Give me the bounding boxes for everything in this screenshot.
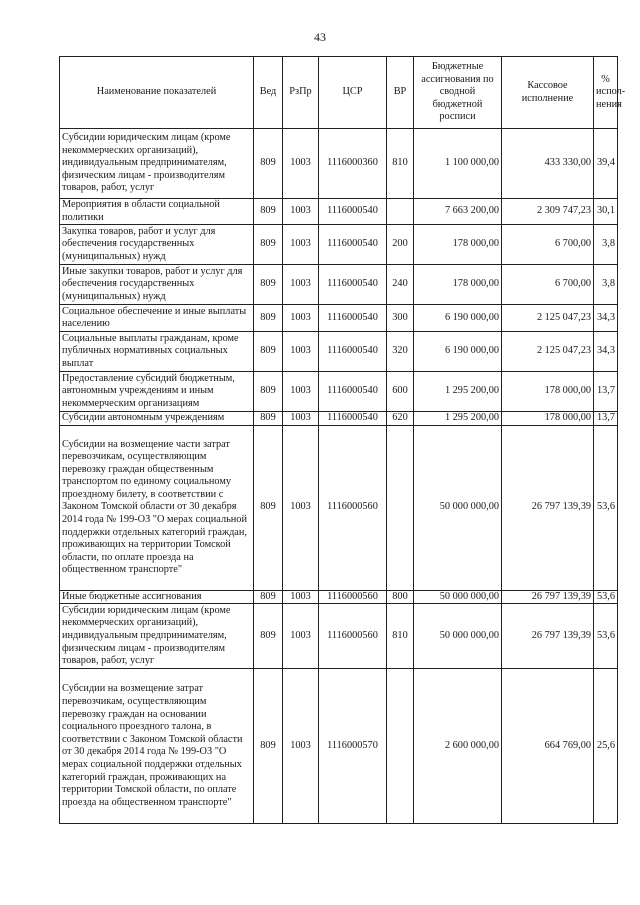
cell-csr: 1116000560 bbox=[319, 425, 387, 590]
cell-vr: 240 bbox=[387, 265, 414, 305]
table-row bbox=[60, 669, 618, 824]
cell-percent: 30,1 bbox=[594, 199, 618, 225]
cell-name: Закупка товаров, работ и услуг для обеспечения государственных (муниципальных) нужд bbox=[60, 225, 254, 265]
cell-name: Субсидии на возмещение затрат перевозчикам, осуществляющим перевозку граждан на основании социального проездного талона, в соответствии с Законом Томской области от 30 декабря 2014 года № 199-ОЗ "О мерах социальной поддержки отдельных категорий граждан, проживающих на территории Томской области, по оплате проезда на общественном транспорте" bbox=[60, 669, 254, 824]
table-row bbox=[60, 372, 618, 412]
table-row bbox=[60, 129, 618, 199]
cell-rzpr: 1003 bbox=[283, 332, 319, 372]
cell-percent: 3,8 bbox=[594, 265, 618, 305]
cell-percent: 13,7 bbox=[594, 372, 618, 412]
cell-rzpr: 1003 bbox=[283, 305, 319, 332]
cell-vr bbox=[387, 425, 414, 590]
cell-ved: 809 bbox=[254, 412, 283, 426]
header-vr: ВР bbox=[387, 57, 414, 129]
cell-name: Предоставление субсидий бюджетным, автономным учреждениям и иным некоммерческим организациям bbox=[60, 372, 254, 412]
table-row bbox=[60, 412, 618, 426]
cell-vr: 320 bbox=[387, 332, 414, 372]
cell-vr bbox=[387, 199, 414, 225]
cell-vr: 200 bbox=[387, 225, 414, 265]
cell-percent: 25,6 bbox=[594, 669, 618, 824]
cell-csr: 1116000540 bbox=[319, 265, 387, 305]
cell-assigned: 6 190 000,00 bbox=[414, 332, 502, 372]
cell-name: Социальное обеспечение и иные выплаты населению bbox=[60, 305, 254, 332]
cell-cash: 2 309 747,23 bbox=[502, 199, 594, 225]
cell-assigned: 6 190 000,00 bbox=[414, 305, 502, 332]
cell-rzpr: 1003 bbox=[283, 604, 319, 669]
table-row bbox=[60, 265, 618, 305]
header-csr: ЦСР bbox=[319, 57, 387, 129]
cell-percent: 34,3 bbox=[594, 332, 618, 372]
cell-rzpr: 1003 bbox=[283, 669, 319, 824]
cell-assigned: 178 000,00 bbox=[414, 225, 502, 265]
cell-ved: 809 bbox=[254, 372, 283, 412]
cell-vr: 600 bbox=[387, 372, 414, 412]
cell-csr: 1116000540 bbox=[319, 225, 387, 265]
cell-ved: 809 bbox=[254, 604, 283, 669]
cell-csr: 1116000540 bbox=[319, 305, 387, 332]
cell-csr: 1116000540 bbox=[319, 332, 387, 372]
table-row bbox=[60, 590, 618, 604]
cell-percent: 53,6 bbox=[594, 425, 618, 590]
header-ved: Вед bbox=[254, 57, 283, 129]
cell-name: Мероприятия в области социальной политики bbox=[60, 199, 254, 225]
cell-cash: 664 769,00 bbox=[502, 669, 594, 824]
cell-ved: 809 bbox=[254, 225, 283, 265]
cell-csr: 1116000560 bbox=[319, 590, 387, 604]
cell-cash: 2 125 047,23 bbox=[502, 332, 594, 372]
header-percent: % испол-нения bbox=[594, 57, 618, 129]
cell-rzpr: 1003 bbox=[283, 199, 319, 225]
cell-csr: 1116000540 bbox=[319, 199, 387, 225]
header-name: Наименование показателей bbox=[60, 57, 254, 129]
cell-ved: 809 bbox=[254, 265, 283, 305]
cell-assigned: 50 000 000,00 bbox=[414, 604, 502, 669]
cell-ved: 809 bbox=[254, 425, 283, 590]
table-header-row bbox=[60, 57, 618, 129]
table-row bbox=[60, 604, 618, 669]
cell-cash: 2 125 047,23 bbox=[502, 305, 594, 332]
cell-rzpr: 1003 bbox=[283, 412, 319, 426]
cell-ved: 809 bbox=[254, 305, 283, 332]
page-number: 43 bbox=[314, 30, 326, 44]
cell-vr bbox=[387, 669, 414, 824]
cell-assigned: 7 663 200,00 bbox=[414, 199, 502, 225]
header-assigned: Бюджетные ассигнования по сводной бюджетной росписи bbox=[414, 57, 502, 129]
cell-cash: 26 797 139,39 bbox=[502, 590, 594, 604]
table-body bbox=[60, 129, 618, 824]
cell-vr: 800 bbox=[387, 590, 414, 604]
cell-name: Субсидии на возмещение части затрат перевозчикам, осуществляющим перевозку граждан общественным транспортом по единому социальному проездному билету, в соответствии с Законом Томской области от 30 декабря 2014 года № 199-ОЗ "О мерах социальной поддержки отдельных категорий граждан, проживающих на территории Томской области, по оплате проезда на общественном транспорте" bbox=[60, 425, 254, 590]
cell-assigned: 1 100 000,00 bbox=[414, 129, 502, 199]
cell-percent: 34,3 bbox=[594, 305, 618, 332]
table-row bbox=[60, 332, 618, 372]
cell-percent: 53,6 bbox=[594, 590, 618, 604]
cell-rzpr: 1003 bbox=[283, 372, 319, 412]
cell-csr: 1116000360 bbox=[319, 129, 387, 199]
header-rzpr: РзПр bbox=[283, 57, 319, 129]
cell-csr: 1116000540 bbox=[319, 412, 387, 426]
cell-name: Иные закупки товаров, работ и услуг для обеспечения государственных (муниципальных) нужд bbox=[60, 265, 254, 305]
cell-vr: 810 bbox=[387, 129, 414, 199]
cell-vr: 620 bbox=[387, 412, 414, 426]
cell-name: Субсидии юридическим лицам (кроме некоммерческих организаций), индивидуальным предпринимателям, физическим лицам - производителям товаров, работ, услуг bbox=[60, 129, 254, 199]
cell-rzpr: 1003 bbox=[283, 129, 319, 199]
budget-execution-table bbox=[59, 56, 626, 824]
cell-cash: 178 000,00 bbox=[502, 372, 594, 412]
cell-rzpr: 1003 bbox=[283, 590, 319, 604]
cell-rzpr: 1003 bbox=[283, 425, 319, 590]
cell-assigned: 178 000,00 bbox=[414, 265, 502, 305]
cell-cash: 26 797 139,39 bbox=[502, 425, 594, 590]
cell-ved: 809 bbox=[254, 332, 283, 372]
cell-ved: 809 bbox=[254, 590, 283, 604]
cell-rzpr: 1003 bbox=[283, 225, 319, 265]
cell-name: Иные бюджетные ассигнования bbox=[60, 590, 254, 604]
cell-assigned: 2 600 000,00 bbox=[414, 669, 502, 824]
cell-vr: 810 bbox=[387, 604, 414, 669]
cell-assigned: 50 000 000,00 bbox=[414, 425, 502, 590]
table-row bbox=[60, 225, 618, 265]
cell-assigned: 1 295 200,00 bbox=[414, 412, 502, 426]
cell-percent: 39,4 bbox=[594, 129, 618, 199]
cell-percent: 53,6 bbox=[594, 604, 618, 669]
cell-assigned: 1 295 200,00 bbox=[414, 372, 502, 412]
cell-cash: 178 000,00 bbox=[502, 412, 594, 426]
cell-percent: 3,8 bbox=[594, 225, 618, 265]
cell-ved: 809 bbox=[254, 129, 283, 199]
cell-csr: 1116000570 bbox=[319, 669, 387, 824]
cell-name: Субсидии юридическим лицам (кроме некоммерческих организаций), индивидуальным предпринимателям, физическим лицам - производителям товаров, работ, услуг bbox=[60, 604, 254, 669]
cell-csr: 1116000540 bbox=[319, 372, 387, 412]
table-row bbox=[60, 425, 618, 590]
cell-assigned: 50 000 000,00 bbox=[414, 590, 502, 604]
cell-rzpr: 1003 bbox=[283, 265, 319, 305]
cell-percent: 13,7 bbox=[594, 412, 618, 426]
cell-cash: 6 700,00 bbox=[502, 265, 594, 305]
cell-cash: 433 330,00 bbox=[502, 129, 594, 199]
cell-name: Субсидии автономным учреждениям bbox=[60, 412, 254, 426]
cell-ved: 809 bbox=[254, 199, 283, 225]
header-cash: Кассовое исполнение bbox=[502, 57, 594, 129]
cell-ved: 809 bbox=[254, 669, 283, 824]
cell-cash: 26 797 139,39 bbox=[502, 604, 594, 669]
cell-vr: 300 bbox=[387, 305, 414, 332]
cell-csr: 1116000560 bbox=[319, 604, 387, 669]
cell-cash: 6 700,00 bbox=[502, 225, 594, 265]
table-row bbox=[60, 199, 618, 225]
table-row bbox=[60, 305, 618, 332]
cell-name: Социальные выплаты гражданам, кроме публичных нормативных социальных выплат bbox=[60, 332, 254, 372]
